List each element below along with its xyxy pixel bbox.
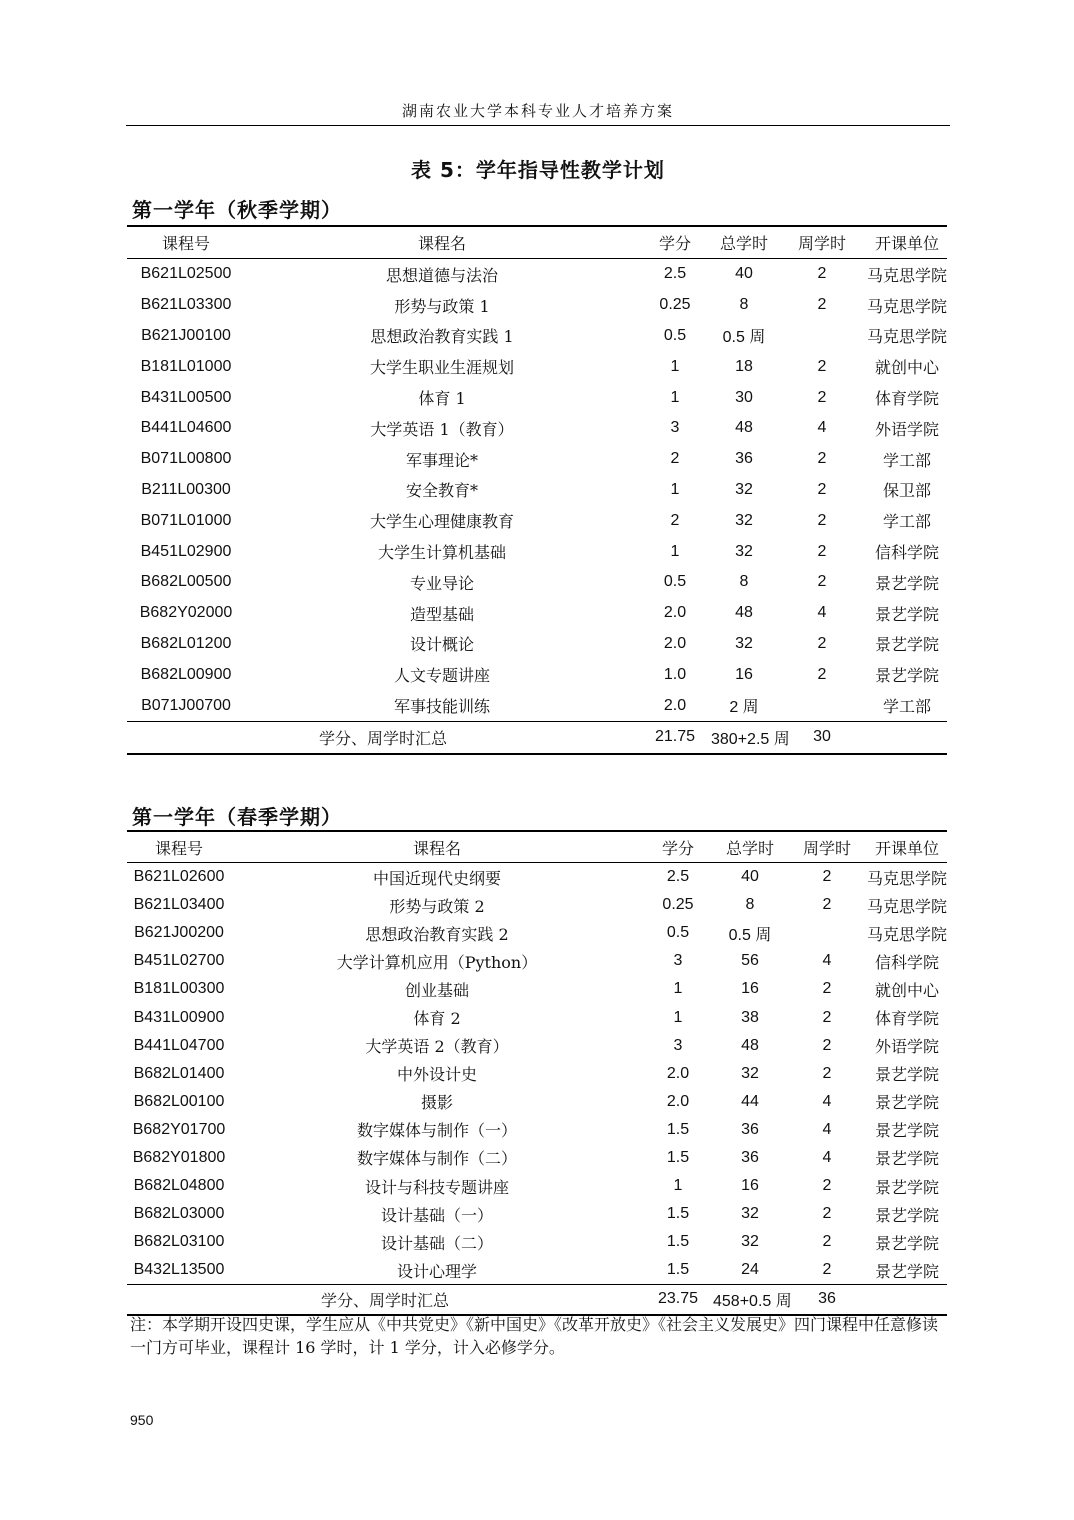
course-code-cell: B441L04700 [133,1036,225,1054]
weekly-hours-cell: 4 [822,952,832,970]
department-cell: 保卫部 [882,481,931,501]
department-cell: 景艺学院 [874,1261,939,1281]
department-cell: 景艺学院 [874,666,939,686]
credit-cell: 2.0 [663,634,687,652]
weekly-hours-cell: 2 [822,1261,832,1279]
table-row [127,1144,947,1172]
column-header: 总学时 [711,226,777,259]
total-hours-cell: 458+0.5 周 [713,1285,787,1315]
weekly-hours-cell: 2 [817,388,827,406]
total-hours-cell: 36 [741,1148,759,1166]
department-cell: 景艺学院 [874,573,939,593]
credit-cell: 1 [673,1177,683,1195]
total-hours-cell: 380+2.5 周 [711,721,777,753]
department-cell: 外语学院 [874,419,939,439]
weekly-hours-cell [777,690,867,721]
total-hours-cell: 44 [741,1092,759,1110]
credit-cell: 1 [670,542,680,560]
credit-cell: 2.0 [663,604,687,622]
weekly-hours-cell: 2 [817,511,827,529]
total-hours-cell: 32 [741,1205,759,1223]
table-row [127,1060,947,1088]
course-code-cell: B451L02700 [133,952,225,970]
weekly-hours-cell: 2 [822,1064,832,1082]
table-row [127,1228,947,1256]
total-hours-cell: 36 [735,450,753,468]
column-header: 学分 [643,831,713,863]
course-name-cell: 设计概论 [409,635,474,655]
credit-cell: 2.0 [663,696,687,714]
course-code-cell: B621J00200 [134,924,224,942]
total-credit-cell: 21.75 [639,721,711,753]
credit-cell: 1.5 [666,1233,690,1251]
course-code-cell: B441L04600 [140,419,232,437]
page-header: 湖南农业大学本科专业人才培养方案 [401,102,674,120]
credit-cell: 1.5 [666,1261,690,1279]
credit-cell: 2.0 [666,1092,690,1110]
table-row [127,382,947,413]
total-row [127,721,947,753]
course-code-cell: B432L13500 [133,1261,225,1279]
course-name-cell: 设计基础（二） [380,1233,493,1253]
column-header: 开课单位 [867,226,947,259]
course-name-cell: 设计心理学 [396,1261,477,1281]
credit-cell: 1.5 [666,1120,690,1138]
credit-cell: 1 [673,1008,683,1026]
table-row [127,1200,947,1228]
course-name-cell: 设计基础（一） [380,1205,493,1225]
course-name-cell: 安全教育* [405,481,478,501]
total-hours-cell: 2 周 [729,699,759,717]
course-code-cell: B682L03100 [133,1233,225,1251]
credit-cell: 2.5 [663,265,687,283]
total-hours-cell: 32 [741,1064,759,1082]
footnote: 注：本学期开设四史课，学生应从《中共党史》《新中国史》《改革开放史》《社会主义发展史》四门课程中任意修读一门方可毕业，课程计 16 学时，计 1 学分，计入必修学分。 [130,1315,939,1357]
total-hours-cell: 40 [741,868,759,886]
weekly-hours-cell: 2 [822,1177,832,1195]
total-hours-cell: 16 [741,1177,759,1195]
department-cell: 学工部 [882,512,931,532]
total-label: 学分、周学时汇总 [127,721,639,753]
credit-cell: 1.5 [666,1148,690,1166]
table-row [127,259,947,290]
course-name-cell: 大学英语 2（教育） [365,1037,509,1057]
course-code-cell: B682L03000 [133,1205,225,1223]
table-row [127,321,947,352]
column-header: 周学时 [787,831,867,863]
credit-cell: 3 [670,419,680,437]
course-code-cell: B682L04800 [133,1177,225,1195]
weekly-hours-cell: 2 [817,296,827,314]
header-divider [126,125,950,126]
total-hours-cell: 48 [735,604,753,622]
total-weekly-cell: 36 [787,1285,867,1315]
table-header-row [127,831,947,863]
course-code-cell: B431L00900 [133,1008,225,1026]
weekly-hours-cell: 2 [817,357,827,375]
total-hours-cell: 32 [735,511,753,529]
weekly-hours-cell: 2 [822,1233,832,1251]
course-name-cell: 形势与政策 2 [389,896,485,916]
course-name-cell: 中国近现代史纲要 [372,868,501,888]
table-row [127,444,947,475]
total-hours-cell: 8 [739,573,749,591]
column-header: 开课单位 [867,831,947,863]
course-code-cell: B071J00700 [141,696,231,714]
course-code-cell: B451L02900 [140,542,232,560]
department-cell: 就创中心 [874,358,939,378]
department-cell: 景艺学院 [874,1177,939,1197]
course-code-cell: B682L00500 [140,573,232,591]
department-cell: 信科学院 [874,952,939,972]
credit-cell: 2.5 [666,868,690,886]
column-header: 课程名 [245,226,639,259]
course-code-cell: B621L02500 [140,265,232,283]
total-hours-cell: 0.5 周 [728,926,772,944]
department-cell: 景艺学院 [874,1093,939,1113]
course-name-cell: 创业基础 [404,980,469,1000]
course-code-cell: B181L01000 [140,357,232,375]
total-credit-cell: 23.75 [643,1285,713,1315]
course-name-cell: 思想政治教育实践 1 [370,327,514,347]
weekly-hours-cell: 2 [822,868,832,886]
department-cell: 外语学院 [874,1037,939,1057]
department-cell: 学工部 [882,450,931,470]
total-hours-cell: 32 [735,542,753,560]
course-code-cell: B682Y01800 [132,1148,226,1166]
credit-cell: 1 [673,980,683,998]
weekly-hours-cell: 4 [817,419,827,437]
empty-cell [867,721,947,753]
total-hours-cell: 30 [735,388,753,406]
table-row [127,659,947,690]
course-code-cell: B682L01400 [133,1064,225,1082]
department-cell: 就创中心 [874,980,939,1000]
total-hours-cell: 32 [735,634,753,652]
weekly-hours-cell: 2 [822,1008,832,1026]
course-name-cell: 大学生职业生涯规划 [369,358,514,378]
credit-cell: 1.5 [666,1205,690,1223]
course-name-cell: 设计与科技专题讲座 [364,1177,509,1197]
semester-title-autumn: 第一学年（秋季学期） [132,198,342,222]
course-code-cell: B621L03400 [133,896,225,914]
weekly-hours-cell: 2 [817,542,827,560]
total-hours-cell: 48 [741,1036,759,1054]
course-code-cell: B621L02600 [133,868,225,886]
credit-cell: 0.5 [666,924,690,942]
credit-cell: 1.0 [663,665,687,683]
course-code-cell: B621J00100 [141,326,231,344]
total-hours-cell: 48 [735,419,753,437]
credit-cell: 3 [673,952,683,970]
course-code-cell: B682L00900 [140,665,232,683]
total-hours-cell: 8 [745,896,755,914]
department-cell: 景艺学院 [874,1205,939,1225]
course-code-cell: B682L01200 [140,634,232,652]
weekly-hours-cell: 2 [817,665,827,683]
total-hours-cell: 18 [735,357,753,375]
weekly-hours-cell: 2 [822,896,832,914]
weekly-hours-cell: 4 [822,1092,832,1110]
course-table-autumn [127,225,947,755]
course-name-cell: 人文专题讲座 [393,666,490,686]
department-cell: 景艺学院 [874,1065,939,1085]
course-code-cell: B621L03300 [140,296,232,314]
weekly-hours-cell: 2 [817,634,827,652]
table-row [127,1032,947,1060]
credit-cell: 0.25 [659,296,691,314]
total-label: 学分、周学时汇总 [127,1285,643,1315]
department-cell: 马克思学院 [867,327,948,347]
department-cell: 景艺学院 [874,1121,939,1141]
column-header: 学分 [639,226,711,259]
course-name-cell: 大学计算机应用（Python） [336,952,538,972]
table-row [127,975,947,1003]
course-name-cell: 军事理论* [405,450,478,470]
table-row [127,1116,947,1144]
total-row [127,1285,947,1315]
semester-title-spring: 第一学年（春季学期） [132,805,342,829]
course-name-cell: 体育 2 [413,1009,461,1029]
weekly-hours-cell: 2 [817,450,827,468]
credit-cell: 2 [670,511,680,529]
table-row [127,351,947,382]
table-row [127,919,947,947]
course-name-cell: 中外设计史 [396,1065,477,1085]
total-hours-cell: 32 [741,1233,759,1251]
department-cell: 学工部 [882,697,931,717]
table-row [127,475,947,506]
course-name-cell: 专业导论 [409,573,474,593]
department-cell: 体育学院 [874,1009,939,1029]
table-row [127,1088,947,1116]
table-row [127,947,947,975]
credit-cell: 2 [670,450,680,468]
weekly-hours-cell: 4 [822,1120,832,1138]
course-name-cell: 数字媒体与制作（一） [356,1121,517,1141]
total-hours-cell: 0.5 周 [722,329,766,347]
course-code-cell: B682L00100 [133,1092,225,1110]
course-code-cell: B682Y01700 [132,1120,226,1138]
department-cell: 马克思学院 [867,896,948,916]
department-cell: 景艺学院 [874,635,939,655]
credit-cell: 1 [670,480,680,498]
total-hours-cell: 8 [739,296,749,314]
column-header: 总学时 [713,831,787,863]
course-name-cell: 军事技能训练 [393,697,490,717]
weekly-hours-cell: 4 [817,604,827,622]
table-header-row [127,226,947,259]
column-header: 周学时 [777,226,867,259]
total-hours-cell: 16 [735,665,753,683]
table-row [127,1003,947,1031]
total-hours-cell: 40 [735,265,753,283]
weekly-hours-cell: 2 [822,980,832,998]
department-cell: 信科学院 [874,543,939,563]
table-row [127,863,947,892]
department-cell: 体育学院 [874,389,939,409]
table-row [127,891,947,919]
department-cell: 马克思学院 [867,296,948,316]
weekly-hours-cell: 4 [822,1148,832,1166]
credit-cell: 1 [670,357,680,375]
course-name-cell: 大学生计算机基础 [377,543,506,563]
course-name-cell: 形势与政策 1 [394,296,490,316]
table-row [127,567,947,598]
course-code-cell: B431L00500 [140,388,232,406]
course-name-cell: 体育 1 [418,389,466,409]
department-cell: 景艺学院 [874,604,939,624]
column-header: 课程号 [127,226,245,259]
table-row [127,690,947,721]
weekly-hours-cell: 2 [822,1036,832,1054]
table-title: 表 5：学年指导性教学计划 [411,158,665,182]
weekly-hours-cell [787,919,867,947]
weekly-hours-cell: 2 [817,480,827,498]
department-cell: 马克思学院 [867,868,948,888]
department-cell: 马克思学院 [867,924,948,944]
total-hours-cell: 36 [741,1120,759,1138]
course-table-spring [127,830,947,1316]
course-name-cell: 造型基础 [409,604,474,624]
total-hours-cell: 32 [735,480,753,498]
table-row [127,536,947,567]
column-header: 课程号 [127,831,231,863]
course-code-cell: B071L01000 [140,511,232,529]
table-row [127,505,947,536]
credit-cell: 0.5 [663,573,687,591]
credit-cell: 3 [673,1036,683,1054]
weekly-hours-cell: 2 [822,1205,832,1223]
table-row [127,290,947,321]
table-row [127,413,947,444]
total-hours-cell: 38 [741,1008,759,1026]
course-name-cell: 思想道德与法治 [385,265,498,285]
total-hours-cell: 56 [741,952,759,970]
credit-cell: 0.5 [663,326,687,344]
table-row [127,1172,947,1200]
department-cell: 景艺学院 [874,1149,939,1169]
table-row [127,598,947,629]
empty-cell [867,1285,947,1315]
course-code-cell: B181L00300 [133,980,225,998]
course-code-cell: B071L00800 [140,450,232,468]
weekly-hours-cell: 2 [817,573,827,591]
course-name-cell: 大学生心理健康教育 [369,512,514,532]
weekly-hours-cell: 2 [817,265,827,283]
table-row [127,1256,947,1285]
total-weekly-cell: 30 [777,721,867,753]
page-number: 950 [130,1412,154,1428]
course-name-cell: 数字媒体与制作（二） [356,1149,517,1169]
course-code-cell: B211L00300 [141,480,231,498]
total-hours-cell: 16 [741,980,759,998]
course-name-cell: 摄影 [420,1093,453,1113]
table-row [127,629,947,660]
credit-cell: 0.25 [662,896,694,914]
total-hours-cell: 24 [741,1261,759,1279]
weekly-hours-cell [777,321,867,352]
department-cell: 景艺学院 [874,1233,939,1253]
column-header: 课程名 [231,831,643,863]
course-name-cell: 思想政治教育实践 2 [365,924,509,944]
credit-cell: 2.0 [666,1064,690,1082]
course-code-cell: B682Y02000 [139,604,233,622]
department-cell: 马克思学院 [867,265,948,285]
credit-cell: 1 [670,388,680,406]
course-name-cell: 大学英语 1（教育） [370,419,514,439]
